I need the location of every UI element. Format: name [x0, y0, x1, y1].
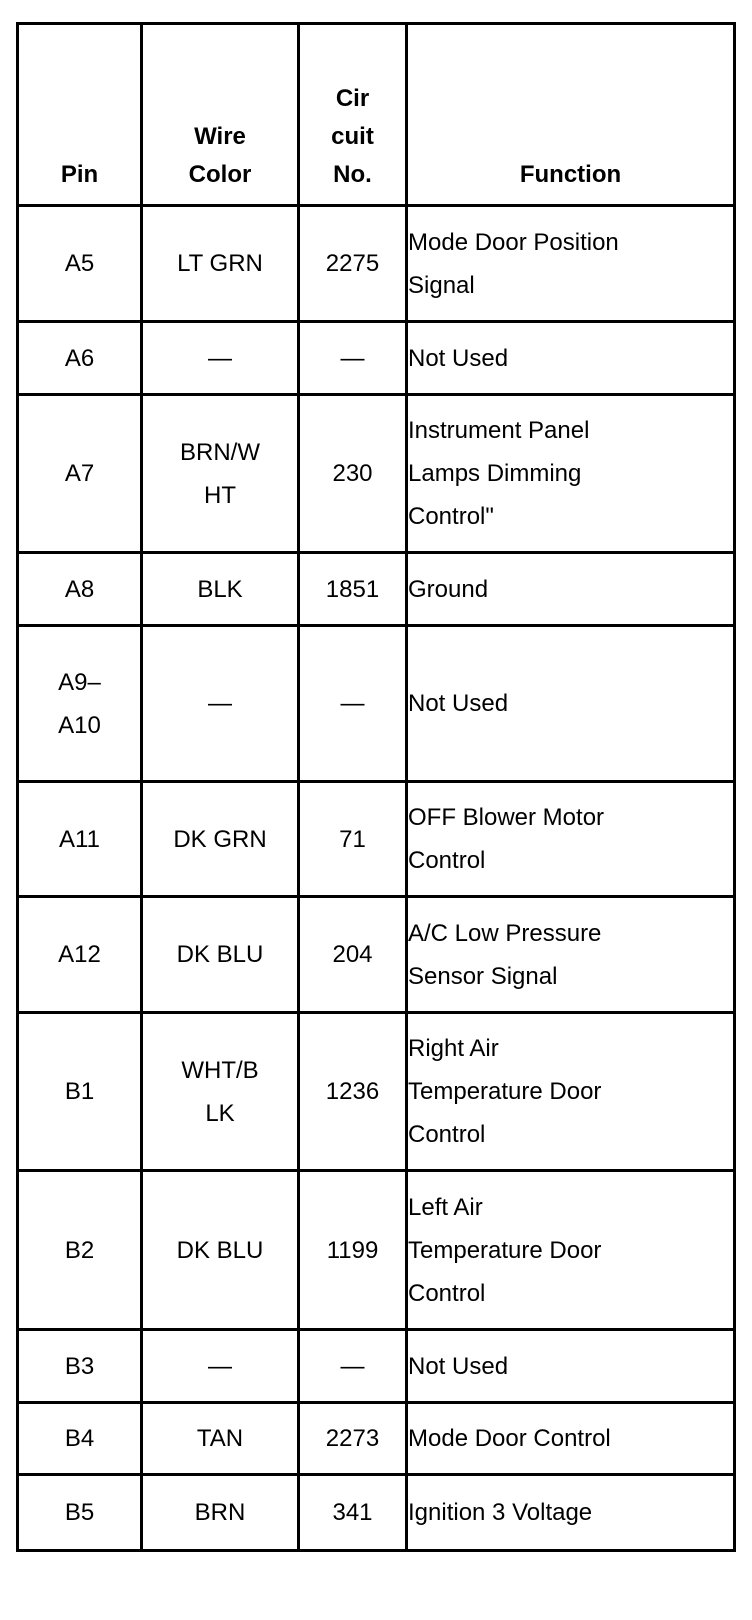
wire-color-cell: WHT/B LK — [142, 1013, 299, 1171]
header-row — [18, 24, 735, 206]
pin-cell: B5 — [18, 1475, 142, 1551]
table-row — [18, 1013, 735, 1171]
table-row — [18, 782, 735, 897]
pin-cell: A8 — [18, 553, 142, 626]
function-cell: OFF Blower Motor Control — [407, 782, 735, 897]
function-cell: Ignition 3 Voltage — [407, 1475, 735, 1551]
circuit-no-cell: 2273 — [299, 1403, 407, 1475]
pin-cell: B4 — [18, 1403, 142, 1475]
wire-color-cell: DK GRN — [142, 782, 299, 897]
wire-color-cell: LT GRN — [142, 206, 299, 322]
header-pin: Pin — [18, 24, 142, 206]
wire-color-cell: BRN — [142, 1475, 299, 1551]
table-row — [18, 1330, 735, 1403]
circuit-no-cell: — — [299, 1330, 407, 1403]
circuit-no-cell: — — [299, 626, 407, 782]
wire-color-cell: TAN — [142, 1403, 299, 1475]
pin-cell: A11 — [18, 782, 142, 897]
function-cell: Instrument Panel Lamps Dimming Control" — [407, 395, 735, 553]
header-function: Function — [407, 24, 735, 206]
table-row — [18, 395, 735, 553]
pin-cell: B3 — [18, 1330, 142, 1403]
circuit-no-cell: 1236 — [299, 1013, 407, 1171]
table-row — [18, 626, 735, 782]
wire-color-cell: DK BLU — [142, 897, 299, 1013]
function-cell: A/C Low Pressure Sensor Signal — [407, 897, 735, 1013]
table-row — [18, 1171, 735, 1330]
circuit-no-cell: 1199 — [299, 1171, 407, 1330]
header-circuit-no: Cir cuit No. — [299, 24, 407, 206]
function-cell: Mode Door Position Signal — [407, 206, 735, 322]
pin-cell: A6 — [18, 322, 142, 395]
table-row — [18, 1403, 735, 1475]
table-row — [18, 1475, 735, 1551]
wire-color-cell: — — [142, 626, 299, 782]
wire-color-cell: — — [142, 322, 299, 395]
wire-color-cell: DK BLU — [142, 1171, 299, 1330]
table-row — [18, 206, 735, 322]
function-cell: Ground — [407, 553, 735, 626]
wire-color-cell: BLK — [142, 553, 299, 626]
pin-cell: A9– A10 — [18, 626, 142, 782]
header-wire-color: Wire Color — [142, 24, 299, 206]
table-row — [18, 897, 735, 1013]
function-cell: Not Used — [407, 1330, 735, 1403]
pin-cell: B2 — [18, 1171, 142, 1330]
circuit-no-cell: 204 — [299, 897, 407, 1013]
table-row — [18, 553, 735, 626]
function-cell: Left Air Temperature Door Control — [407, 1171, 735, 1330]
circuit-no-cell: — — [299, 322, 407, 395]
circuit-no-cell: 341 — [299, 1475, 407, 1551]
function-cell: Mode Door Control — [407, 1403, 735, 1475]
pin-cell: B1 — [18, 1013, 142, 1171]
circuit-no-cell: 1851 — [299, 553, 407, 626]
function-cell: Not Used — [407, 322, 735, 395]
pin-cell: A5 — [18, 206, 142, 322]
table-row — [18, 322, 735, 395]
function-cell: Not Used — [407, 626, 735, 782]
circuit-no-cell: 2275 — [299, 206, 407, 322]
pin-cell: A7 — [18, 395, 142, 553]
circuit-no-cell: 71 — [299, 782, 407, 897]
wire-color-cell: — — [142, 1330, 299, 1403]
pin-table — [16, 22, 736, 1552]
pin-cell: A12 — [18, 897, 142, 1013]
wire-color-cell: BRN/W HT — [142, 395, 299, 553]
function-cell: Right Air Temperature Door Control — [407, 1013, 735, 1171]
circuit-no-cell: 230 — [299, 395, 407, 553]
